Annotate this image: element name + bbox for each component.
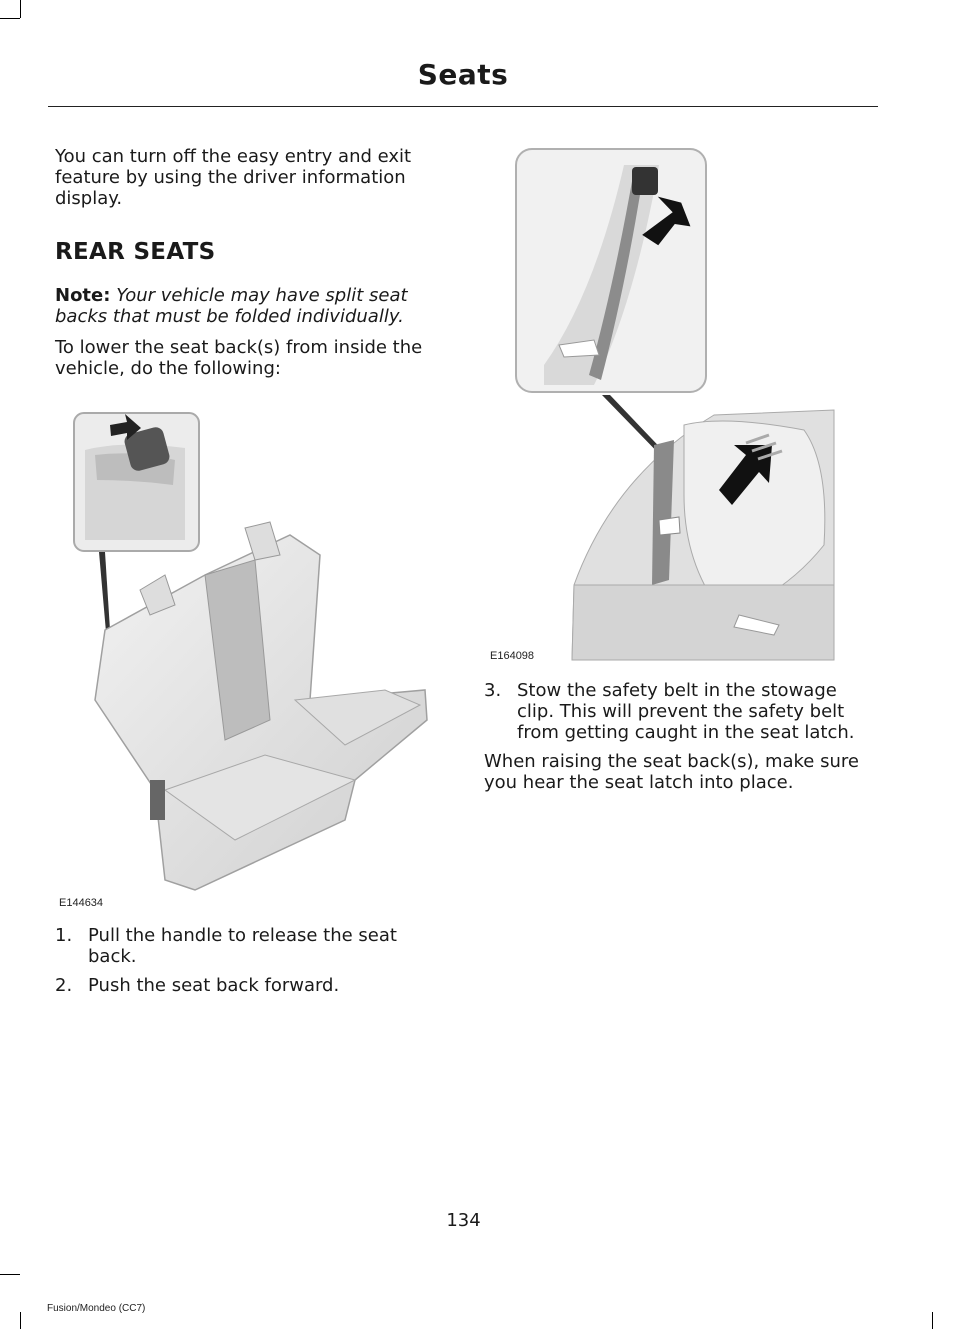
closing-paragraph: When raising the seat back(s), make sure you hear the seat latch into place. xyxy=(484,751,859,793)
step-number: 2. xyxy=(55,975,73,996)
steps-list-right xyxy=(484,680,879,743)
belt-clip-illustration xyxy=(484,145,879,670)
note-paragraph xyxy=(55,285,445,327)
crop-mark xyxy=(20,0,21,18)
left-column xyxy=(55,146,445,379)
crop-mark xyxy=(932,1312,933,1329)
figure-code: E144634 xyxy=(59,897,104,909)
right-column xyxy=(484,680,879,793)
intro-paragraph: You can turn off the easy entry and exit feature by using the driver information display. xyxy=(55,146,412,209)
lower-instruction: To lower the seat back(s) from inside the vehicle, do the following: xyxy=(55,337,423,379)
step-number: 3. xyxy=(484,680,502,701)
footer-model: Fusion/Mondeo (CC7) xyxy=(47,1303,146,1314)
step-number: 1. xyxy=(55,925,73,946)
section-heading: REAR SEATS xyxy=(55,239,216,265)
step-text: Stow the safety belt in the stowage clip. This will prevent the safety belt from getting caught in the seat latch. xyxy=(517,680,855,743)
list-item xyxy=(55,975,445,996)
rear-seat-svg xyxy=(55,400,440,900)
note-text: Your vehicle may have split seat backs that must be folded individually. xyxy=(55,285,408,327)
figure-code: E164098 xyxy=(490,650,535,662)
rear-seat-illustration xyxy=(55,400,440,909)
list-item xyxy=(55,925,445,967)
crop-mark xyxy=(20,1312,21,1329)
step-text: Pull the handle to release the seat back. xyxy=(88,925,397,967)
list-item xyxy=(484,680,879,743)
left-steps xyxy=(55,925,445,1004)
page-number: 134 xyxy=(446,1210,481,1231)
crop-mark xyxy=(0,1274,20,1275)
header-divider xyxy=(48,106,878,107)
belt-clip-svg xyxy=(484,145,879,670)
page-title: Seats xyxy=(417,58,509,91)
steps-list-left xyxy=(55,925,445,996)
crop-mark xyxy=(0,18,20,19)
note-label: Note: xyxy=(55,285,111,306)
step-text: Push the seat back forward. xyxy=(88,975,340,996)
